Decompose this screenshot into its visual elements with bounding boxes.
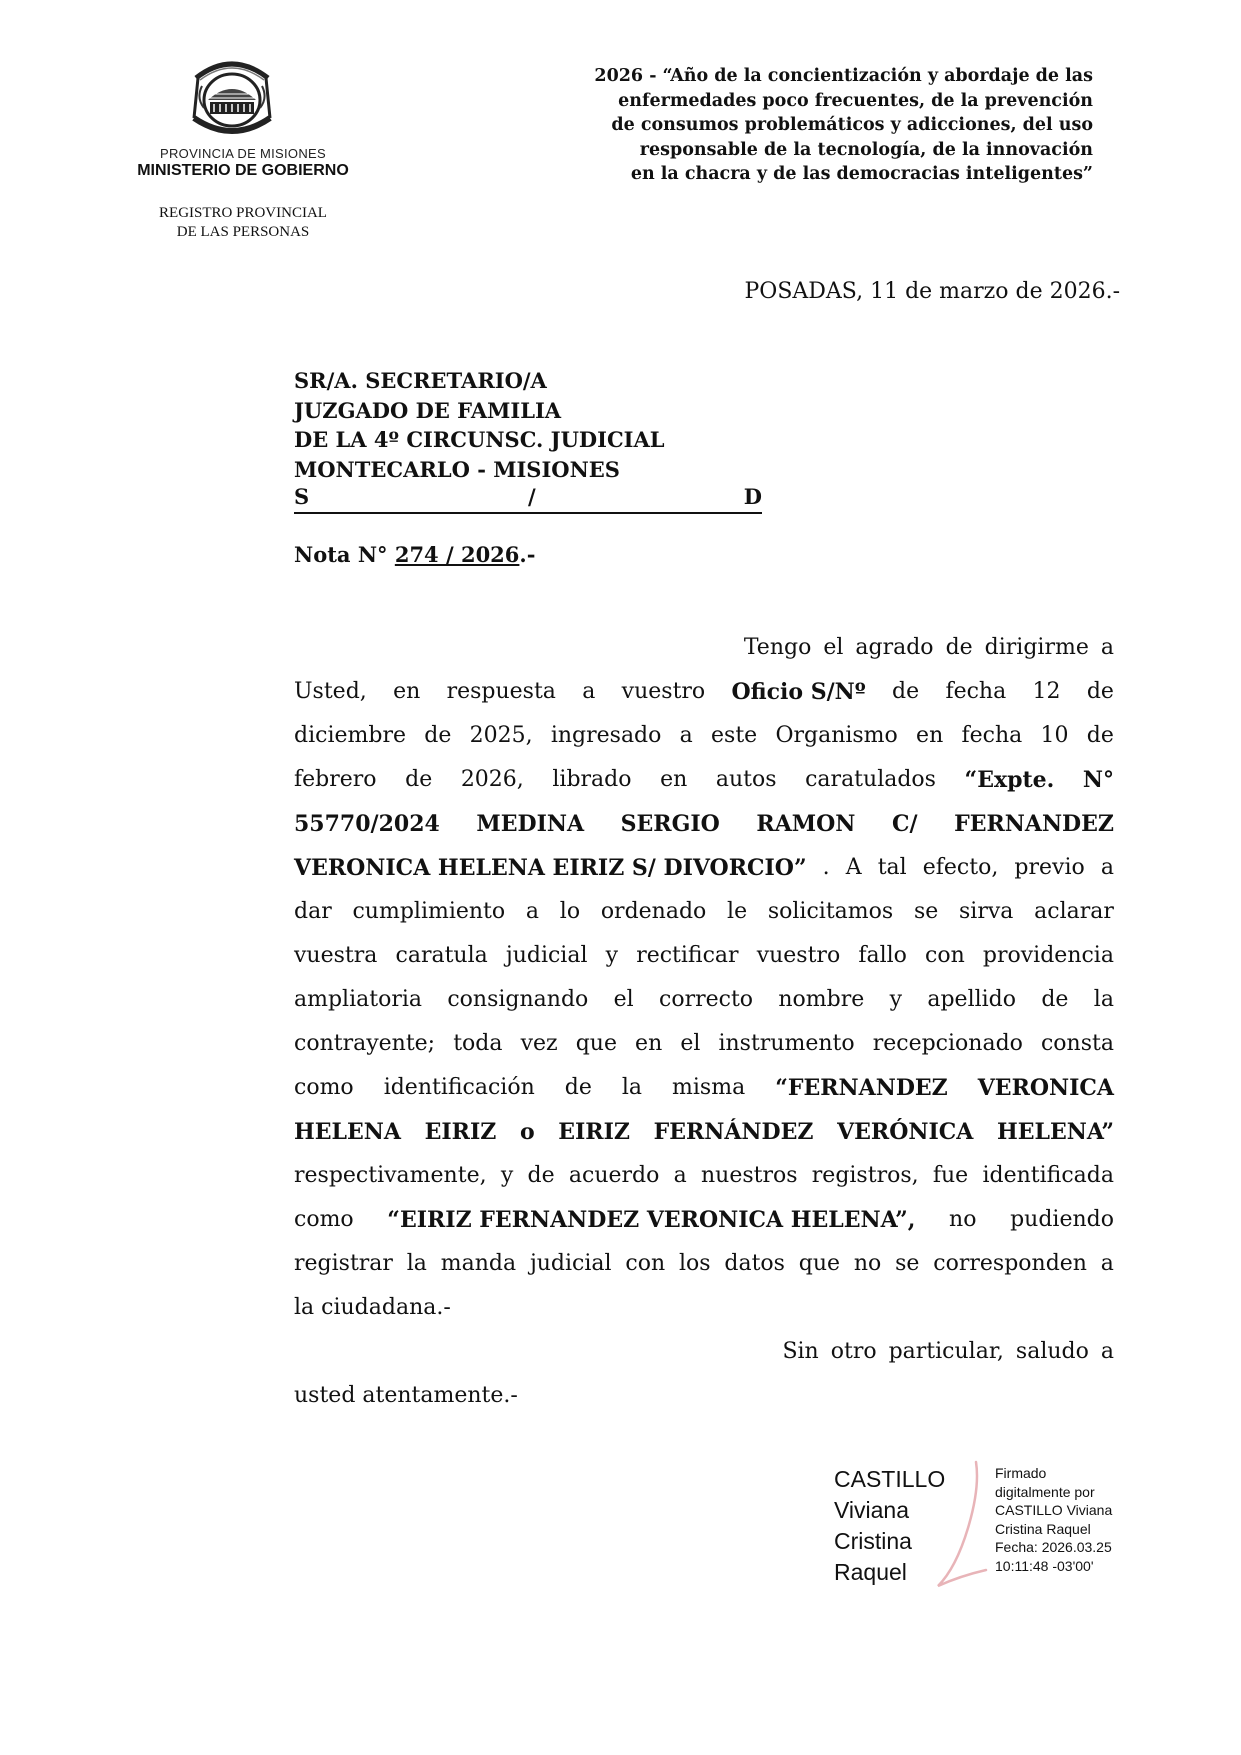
body-word: a bbox=[679, 723, 693, 748]
body-word: toda bbox=[453, 1031, 503, 1056]
body-line bbox=[294, 1242, 1114, 1286]
body-word: de bbox=[945, 635, 973, 660]
signature-text-line: CASTILLO Viviana bbox=[995, 1502, 1113, 1518]
body-word: Tengo bbox=[743, 635, 812, 660]
signer-name-line: Viviana bbox=[834, 1497, 910, 1523]
body-word: instrumento bbox=[718, 1031, 855, 1056]
addressee-line: JUZGADO DE FAMILIA bbox=[294, 397, 562, 423]
body-word: efecto, bbox=[922, 855, 999, 880]
place-date: POSADAS, 11 de marzo de 2026.- bbox=[744, 279, 1120, 304]
body-word: FERNANDEZ bbox=[954, 811, 1114, 837]
body-line bbox=[294, 1198, 1114, 1242]
note-number bbox=[294, 542, 535, 567]
addressee-line: DE LA 4º CIRCUNSC. JUDICIAL bbox=[294, 427, 665, 452]
signature-text-line: Cristina Raquel bbox=[995, 1520, 1091, 1537]
addressee-block bbox=[294, 366, 665, 484]
body-word: aclarar bbox=[1034, 899, 1114, 924]
body-word: Organismo bbox=[775, 723, 898, 748]
body-word: usted atentamente.- bbox=[294, 1383, 518, 1408]
body-word: C/ bbox=[891, 811, 918, 837]
body-word: y bbox=[889, 987, 903, 1012]
body-word: librado bbox=[552, 767, 632, 792]
body-word: ampliatoria bbox=[294, 987, 423, 1012]
body-word: HELENA” bbox=[996, 1119, 1114, 1145]
digital-signature-text bbox=[995, 1464, 1112, 1575]
body-word: fecha bbox=[961, 723, 1023, 748]
body-word: se bbox=[913, 899, 939, 924]
body-word: manda bbox=[440, 1251, 517, 1276]
body-line bbox=[294, 626, 1114, 670]
body-word: N° bbox=[1082, 767, 1114, 793]
body-word: autos bbox=[715, 767, 777, 792]
note-label: Nota N° bbox=[294, 542, 388, 567]
body-line bbox=[294, 758, 1114, 802]
body-word: en bbox=[393, 679, 421, 704]
body-word: este bbox=[711, 723, 758, 748]
body-word: la bbox=[406, 1251, 427, 1276]
body-line bbox=[294, 1022, 1114, 1066]
body-word: nuestros bbox=[700, 1163, 798, 1188]
body-word: el bbox=[823, 635, 844, 660]
signature-stamp-icon bbox=[930, 1458, 990, 1590]
su-despacho-line bbox=[294, 484, 762, 514]
body-word: que bbox=[798, 1251, 841, 1276]
body-word: que bbox=[575, 1031, 617, 1056]
body-word: A bbox=[845, 855, 862, 880]
body-word: no bbox=[853, 1251, 882, 1276]
provincial-seal-logo bbox=[186, 48, 278, 144]
body-word: Sin bbox=[782, 1339, 819, 1364]
body-word: de bbox=[424, 723, 452, 748]
body-word: dar bbox=[294, 899, 332, 924]
body-word: y bbox=[500, 1163, 514, 1188]
signature-text-line: digitalmente por bbox=[995, 1483, 1095, 1500]
body-word: se bbox=[895, 1251, 920, 1276]
body-word: a bbox=[1100, 1251, 1114, 1276]
body-word: Oficio S/Nº bbox=[731, 679, 866, 705]
body-word: a bbox=[1100, 635, 1114, 660]
body-word: consta bbox=[1040, 1031, 1114, 1056]
body-line bbox=[294, 1374, 1114, 1418]
signer-name-line: Raquel bbox=[834, 1559, 907, 1585]
body-word: FERNÁNDEZ bbox=[653, 1119, 814, 1145]
body-line bbox=[294, 1154, 1114, 1198]
note-value: 274 / 2026 bbox=[394, 542, 520, 567]
body-line bbox=[294, 714, 1114, 758]
body-word: tal bbox=[877, 855, 907, 880]
sd-slash: / bbox=[528, 484, 536, 509]
sd-d: D bbox=[743, 484, 762, 509]
body-word: caratula bbox=[395, 943, 488, 968]
body-word: “FERNANDEZ bbox=[775, 1075, 948, 1101]
body-word: pudiendo bbox=[1010, 1207, 1114, 1232]
addressee-line: MONTECARLO - MISIONES bbox=[294, 456, 620, 482]
body-word: contrayente; bbox=[294, 1031, 436, 1056]
body-word: el bbox=[680, 1031, 701, 1056]
body-word: en bbox=[635, 1031, 663, 1056]
body-word: la bbox=[1093, 987, 1114, 1012]
body-line bbox=[294, 978, 1114, 1022]
body-word: otro bbox=[830, 1339, 877, 1364]
body-word: . bbox=[822, 855, 830, 880]
signature-text-line: Fecha: 2026.03.25 bbox=[995, 1539, 1112, 1555]
body-word: Usted, bbox=[294, 679, 367, 704]
body-line bbox=[294, 846, 1114, 890]
body-word: previo bbox=[1014, 855, 1085, 880]
body-line bbox=[294, 1330, 1114, 1374]
registry-line: DE LAS PERSONAS bbox=[176, 224, 310, 240]
body-word: y bbox=[605, 943, 619, 968]
body-word: SERGIO bbox=[620, 811, 720, 837]
body-word: corresponden bbox=[933, 1251, 1087, 1276]
registry-line: REGISTRO PROVINCIAL bbox=[159, 205, 327, 221]
body-word: fue bbox=[932, 1163, 969, 1188]
body-word: el bbox=[613, 987, 634, 1012]
motto-line: responsable de la tecnología, de la innovación bbox=[639, 139, 1093, 160]
body-word: o bbox=[519, 1119, 535, 1145]
body-word: registrar bbox=[294, 1251, 393, 1276]
body-word: judicial bbox=[529, 1251, 612, 1276]
signature-text-line: 10:11:48 -03'00' bbox=[995, 1557, 1094, 1574]
body-line bbox=[294, 670, 1114, 714]
body-word: de bbox=[527, 1163, 555, 1188]
body-word: 2026, bbox=[460, 767, 524, 792]
body-word: apellido bbox=[927, 987, 1017, 1012]
body-word: “EIRIZ FERNANDEZ VERONICA HELENA”, bbox=[387, 1207, 916, 1233]
body-word: identificación bbox=[383, 1075, 535, 1100]
body-word: providencia bbox=[982, 943, 1114, 968]
motto-line: 2026 - “Año de la concientización y abordaje de las bbox=[594, 66, 1093, 86]
sd-s: S bbox=[294, 484, 310, 509]
body-word: judicial bbox=[505, 943, 588, 968]
body-word: le bbox=[727, 899, 748, 924]
body-word: febrero bbox=[294, 767, 377, 792]
body-word: 2025, bbox=[469, 723, 533, 748]
body-line bbox=[294, 1286, 1114, 1330]
body-word: VERÓNICA bbox=[837, 1119, 974, 1145]
body-word: RAMON bbox=[756, 811, 856, 837]
body-line bbox=[294, 1066, 1114, 1110]
addressee-line: SR/A. SECRETARIO/A bbox=[294, 368, 547, 393]
body-word: nombre bbox=[778, 987, 865, 1012]
body-word: “Expte. bbox=[964, 767, 1055, 793]
body-word: solicitamos bbox=[767, 899, 894, 924]
body-word: no bbox=[949, 1207, 977, 1232]
registry-name bbox=[118, 204, 368, 242]
body-word: de bbox=[405, 767, 433, 792]
body-line bbox=[294, 1110, 1114, 1154]
body-word: vez bbox=[520, 1031, 558, 1056]
signer-name bbox=[834, 1464, 945, 1588]
body-word: diciembre bbox=[294, 723, 406, 748]
body-word: agrado bbox=[855, 635, 934, 660]
body-word: 55770/2024 bbox=[294, 811, 440, 837]
letter-body bbox=[294, 626, 1114, 1418]
body-word: vuestro bbox=[621, 679, 706, 704]
body-word: consignando bbox=[447, 987, 589, 1012]
body-word: acuerdo bbox=[568, 1163, 660, 1188]
year-motto bbox=[500, 64, 1093, 187]
body-word: a bbox=[1100, 1339, 1114, 1364]
body-word: registros, bbox=[811, 1163, 919, 1188]
body-word: de bbox=[1086, 723, 1114, 748]
motto-line: enfermedades poco frecuentes, de la prevención bbox=[618, 90, 1093, 111]
body-word: los bbox=[678, 1251, 711, 1276]
body-word: EIRIZ bbox=[424, 1119, 497, 1145]
signature-text-line: Firmado bbox=[995, 1465, 1047, 1481]
body-word: como bbox=[294, 1075, 354, 1100]
ministry-name: MINISTERIO DE GOBIERNO bbox=[137, 162, 349, 179]
body-word: particular, bbox=[888, 1339, 1004, 1364]
body-word: fallo bbox=[858, 943, 907, 968]
motto-line: en la chacra y de las democracias inteligentes” bbox=[630, 164, 1093, 184]
body-word: rectificar bbox=[636, 943, 739, 968]
body-word: la ciudadana.- bbox=[294, 1295, 451, 1320]
body-word: lo bbox=[559, 899, 581, 924]
signer-name-line: CASTILLO bbox=[834, 1466, 946, 1492]
body-line bbox=[294, 890, 1114, 934]
body-word: correcto bbox=[659, 987, 754, 1012]
body-word: identificada bbox=[982, 1163, 1114, 1188]
body-word: de bbox=[1041, 987, 1069, 1012]
body-word: cumplimiento bbox=[352, 899, 506, 924]
body-word: respuesta bbox=[446, 679, 556, 704]
body-word: MEDINA bbox=[476, 811, 585, 837]
signer-name-line: Cristina bbox=[834, 1528, 912, 1554]
body-word: dirigirme bbox=[984, 635, 1089, 660]
body-word: la bbox=[621, 1075, 643, 1100]
body-word: saludo bbox=[1015, 1339, 1089, 1364]
body-word: respectivamente, bbox=[294, 1163, 487, 1188]
body-word: misma bbox=[672, 1075, 746, 1100]
body-word: como bbox=[294, 1207, 354, 1232]
body-word: fecha bbox=[945, 679, 1007, 704]
body-word: VERONICA HELENA EIRIZ S/ DIVORCIO” bbox=[294, 855, 807, 881]
body-line bbox=[294, 934, 1114, 978]
province-name: PROVINCIA DE MISIONES bbox=[160, 146, 326, 161]
body-word: de bbox=[1086, 679, 1114, 704]
motto-line: de consumos problemáticos y adicciones, del uso bbox=[611, 115, 1093, 135]
note-suffix: .- bbox=[519, 542, 536, 567]
body-word: en bbox=[916, 723, 944, 748]
body-word: VERONICA bbox=[977, 1075, 1114, 1101]
body-word: ingresado bbox=[550, 723, 662, 748]
body-word: de bbox=[892, 679, 920, 704]
body-word: con bbox=[925, 943, 965, 968]
body-word: 10 bbox=[1040, 723, 1069, 748]
body-word: en bbox=[660, 767, 688, 792]
body-line bbox=[294, 802, 1114, 846]
body-word: HELENA bbox=[294, 1119, 401, 1145]
body-word: a bbox=[1100, 855, 1114, 880]
body-word: recepcionado bbox=[872, 1031, 1023, 1056]
body-word: vuestro bbox=[756, 943, 841, 968]
body-word: vuestra bbox=[294, 943, 378, 968]
body-word: a bbox=[525, 899, 540, 924]
body-word: caratulados bbox=[805, 767, 936, 792]
body-word: de bbox=[564, 1075, 592, 1100]
body-word: EIRIZ bbox=[558, 1119, 630, 1145]
body-word: sirva bbox=[959, 899, 1014, 924]
body-word: 12 bbox=[1032, 679, 1061, 704]
body-word: a bbox=[673, 1163, 687, 1188]
body-word: con bbox=[625, 1251, 666, 1276]
body-word: datos bbox=[724, 1251, 785, 1276]
body-word: ordenado bbox=[600, 899, 707, 924]
body-word: a bbox=[582, 679, 596, 704]
